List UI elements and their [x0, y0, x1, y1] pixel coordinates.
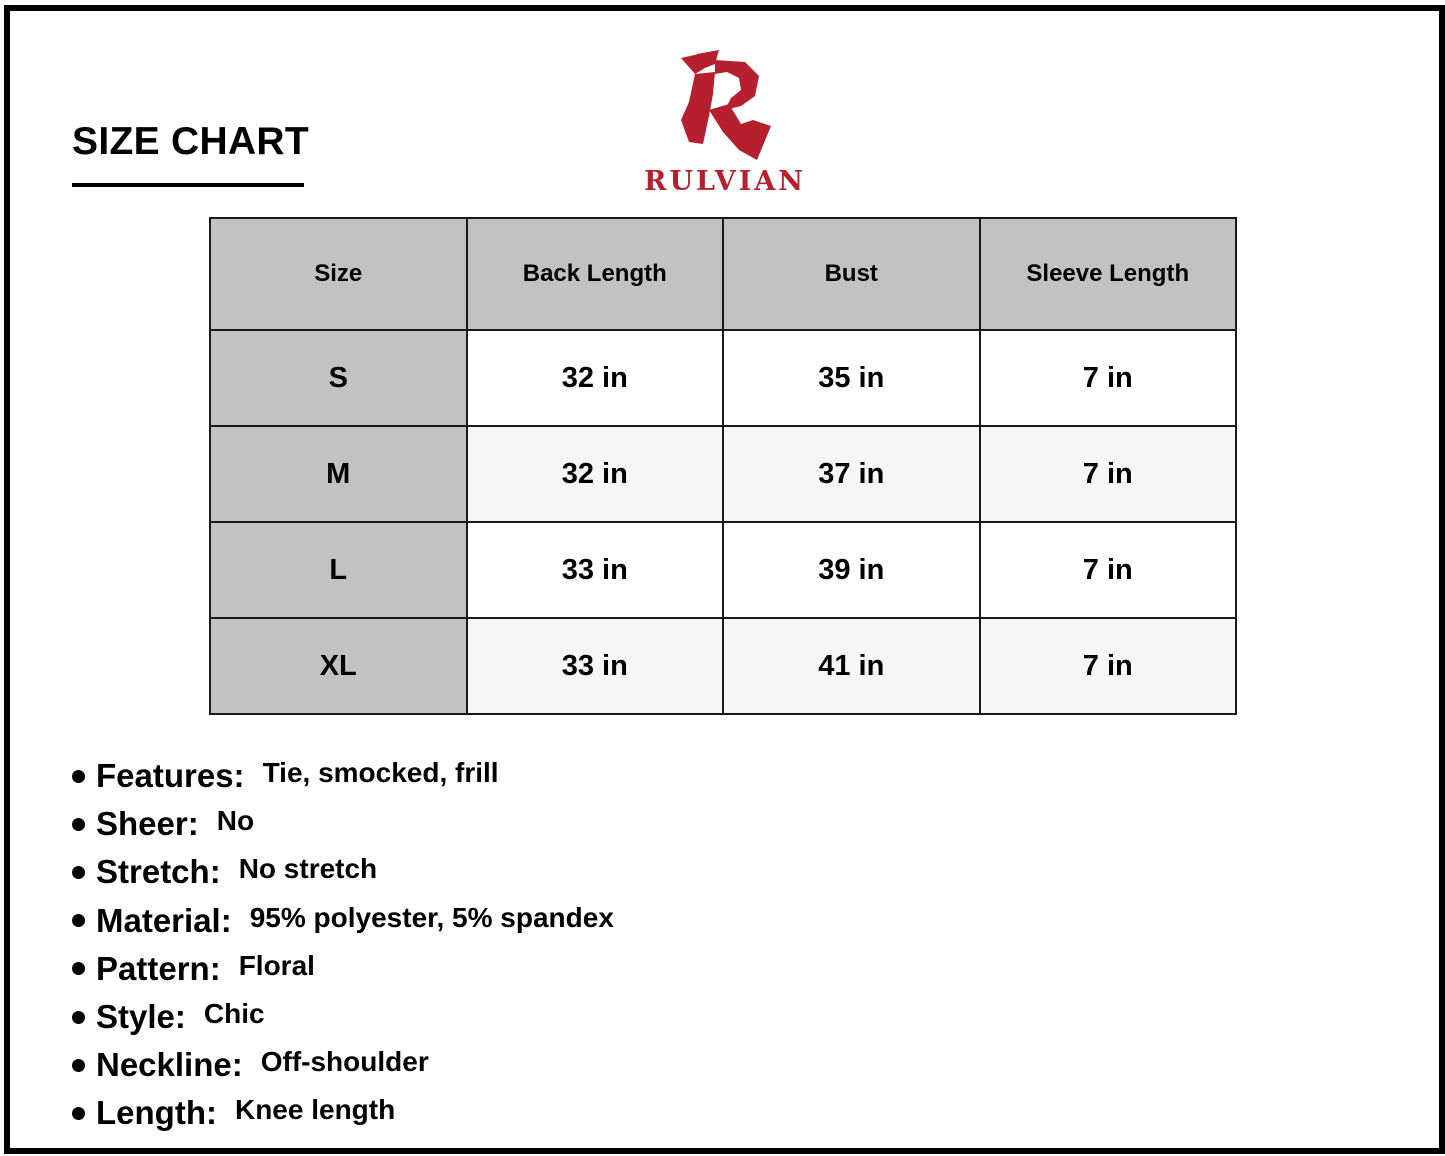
- list-item: [72, 800, 614, 848]
- feature-value: Chic: [203, 998, 265, 1030]
- list-item: [72, 1041, 614, 1089]
- bust-cell: 39 in: [723, 522, 980, 618]
- bullet-icon: [72, 866, 85, 879]
- sleeve-length-cell: 7 in: [980, 522, 1237, 618]
- back-length-cell: 33 in: [467, 522, 724, 618]
- bust-cell: 41 in: [723, 618, 980, 714]
- table-row: [210, 426, 1236, 522]
- feature-value: No: [216, 805, 255, 837]
- feature-label: Features:: [96, 757, 245, 795]
- bullet-icon: [72, 770, 85, 783]
- product-features-list: [72, 752, 614, 1138]
- feature-value: No stretch: [238, 853, 378, 885]
- feature-value: Knee length: [234, 1094, 396, 1126]
- feature-label: Neckline:: [96, 1046, 243, 1084]
- feature-value: Floral: [238, 949, 315, 981]
- sleeve-length-cell: 7 in: [980, 618, 1237, 714]
- size-cell: S: [210, 330, 467, 426]
- back-length-cell: 32 in: [467, 426, 724, 522]
- sleeve-length-cell: 7 in: [980, 330, 1237, 426]
- list-item: [72, 848, 614, 896]
- list-item: [72, 993, 614, 1041]
- brand-wordmark: RULVIAN: [644, 166, 806, 197]
- bust-cell: 35 in: [723, 330, 980, 426]
- bullet-icon: [72, 818, 85, 831]
- column-header-size: Size: [210, 218, 467, 330]
- bullet-icon: [72, 1059, 85, 1072]
- title-underline: [72, 183, 304, 187]
- page-title: SIZE CHART: [72, 120, 309, 163]
- table-row: [210, 618, 1236, 714]
- column-header-back-length: Back Length: [467, 218, 724, 330]
- feature-label: Style:: [96, 998, 186, 1036]
- feature-label: Length:: [96, 1094, 217, 1132]
- list-item: [72, 897, 614, 945]
- table-row: [210, 330, 1236, 426]
- column-header-bust: Bust: [723, 218, 980, 330]
- column-header-sleeve-length: Sleeve Length: [980, 218, 1237, 330]
- bust-cell: 37 in: [723, 426, 980, 522]
- rulvian-r-logo-icon: [675, 50, 775, 162]
- size-cell: M: [210, 426, 467, 522]
- back-length-cell: 32 in: [467, 330, 724, 426]
- feature-label: Material:: [96, 901, 232, 939]
- feature-label: Stretch:: [96, 853, 221, 891]
- feature-value: Off-shoulder: [260, 1046, 429, 1078]
- sleeve-length-cell: 7 in: [980, 426, 1237, 522]
- size-cell: L: [210, 522, 467, 618]
- back-length-cell: 33 in: [467, 618, 724, 714]
- bullet-icon: [72, 1107, 85, 1120]
- table-header-row: [210, 218, 1236, 330]
- feature-value: Tie, smocked, frill: [262, 757, 499, 789]
- list-item: [72, 752, 614, 800]
- table-row: [210, 522, 1236, 618]
- list-item: [72, 945, 614, 993]
- size-cell: XL: [210, 618, 467, 714]
- list-item: [72, 1089, 614, 1137]
- bullet-icon: [72, 962, 85, 975]
- brand-logo: [620, 50, 830, 200]
- size-table: [209, 217, 1237, 715]
- feature-label: Pattern:: [96, 949, 221, 987]
- feature-value: 95% polyester, 5% spandex: [249, 901, 614, 933]
- feature-label: Sheer:: [96, 805, 199, 843]
- bullet-icon: [72, 1011, 85, 1024]
- bullet-icon: [72, 914, 85, 927]
